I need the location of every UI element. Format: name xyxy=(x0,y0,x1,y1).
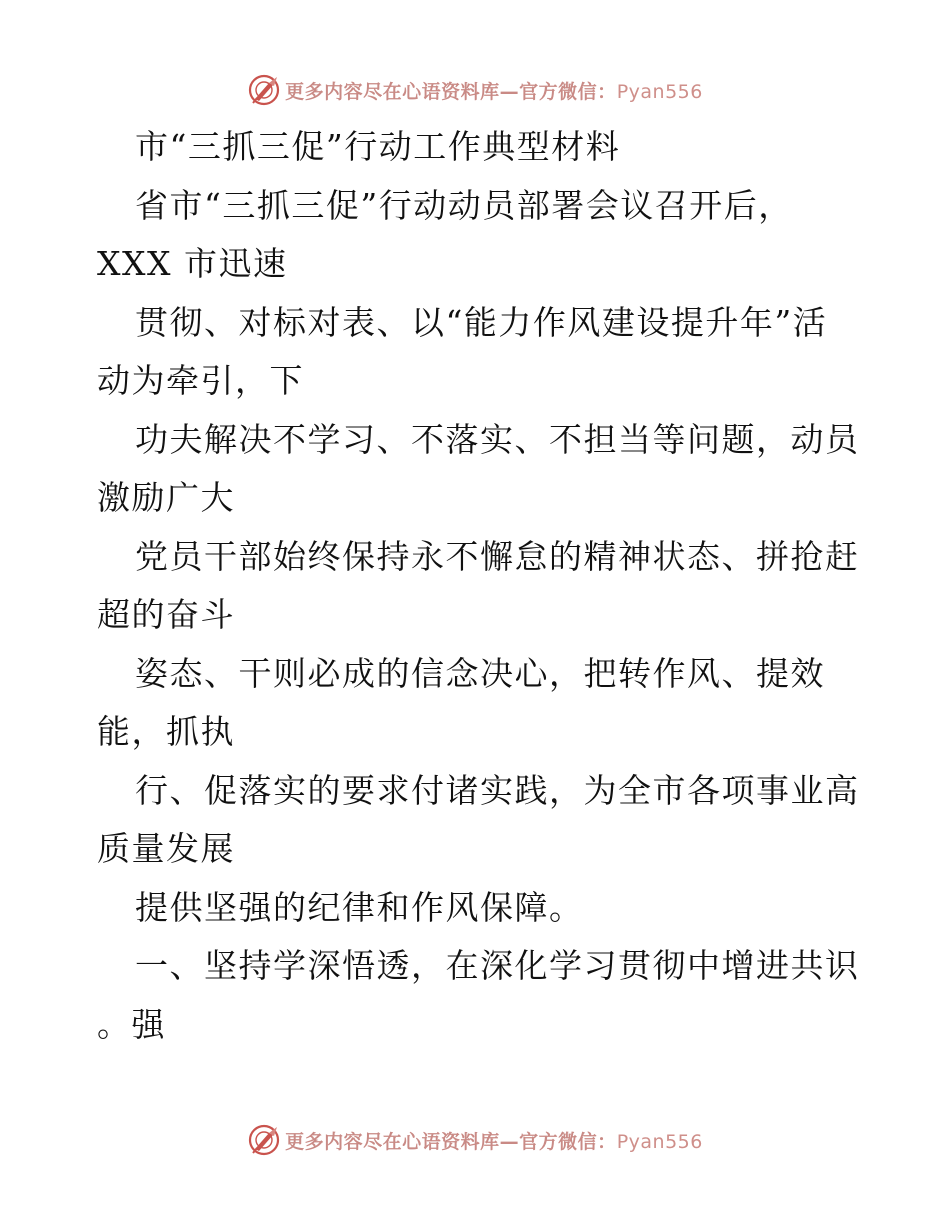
banner-wechat-id: Pyan556 xyxy=(616,80,703,103)
text-line: 动为牵引，下 xyxy=(97,361,304,400)
header-banner xyxy=(0,70,950,110)
text-line: 。强 xyxy=(97,1004,166,1044)
text-line: 能，抓执 xyxy=(97,712,235,751)
text-line: 提供坚强的纪律和作风保障。 xyxy=(135,887,584,927)
banner-text xyxy=(285,1127,703,1154)
footer-banner xyxy=(0,1120,950,1160)
text-line: 党员干部始终保持永不懈怠的精神状态、拼抢赶 xyxy=(135,536,860,576)
banner-wechat-label: 官方微信： xyxy=(519,80,617,103)
banner-wechat-id: Pyan556 xyxy=(616,1130,703,1153)
document-body xyxy=(97,118,860,1054)
quill-pen-logo-icon xyxy=(247,1123,281,1157)
banner-wechat-label: 官方微信： xyxy=(519,1130,617,1153)
text-line: 超的奋斗 xyxy=(97,595,235,634)
text-line: 质量发展 xyxy=(97,829,235,868)
text-line: XXX 市迅速 xyxy=(97,244,288,283)
text-line: 激励广大 xyxy=(97,478,235,517)
banner-site-name: 更多内容尽在心语资料库 xyxy=(285,1130,500,1153)
banner-dash: — xyxy=(499,1130,520,1153)
text-line: 省市“三抓三促”行动动员部署会议召开后， xyxy=(135,185,793,225)
banner-dash: — xyxy=(499,80,520,103)
quill-pen-logo-icon xyxy=(247,73,281,107)
section-heading-line: 一、坚持学深悟透，在深化学习贯彻中增进共识 xyxy=(135,946,860,985)
text-line: 行、促落实的要求付诸实践，为全市各项事业高 xyxy=(135,770,860,810)
text-line: 功夫解决不学习、不落实、不担当等问题，动员 xyxy=(135,419,860,459)
banner-site-name: 更多内容尽在心语资料库 xyxy=(285,80,500,103)
text-line: 贯彻、对标对表、以“能力作风建设提升年”活 xyxy=(135,302,828,342)
text-line: 姿态、干则必成的信念决心，把转作风、提效 xyxy=(135,653,825,693)
banner-text xyxy=(285,77,703,104)
document-title: 市“三抓三促”行动工作典型材料 xyxy=(135,127,621,166)
